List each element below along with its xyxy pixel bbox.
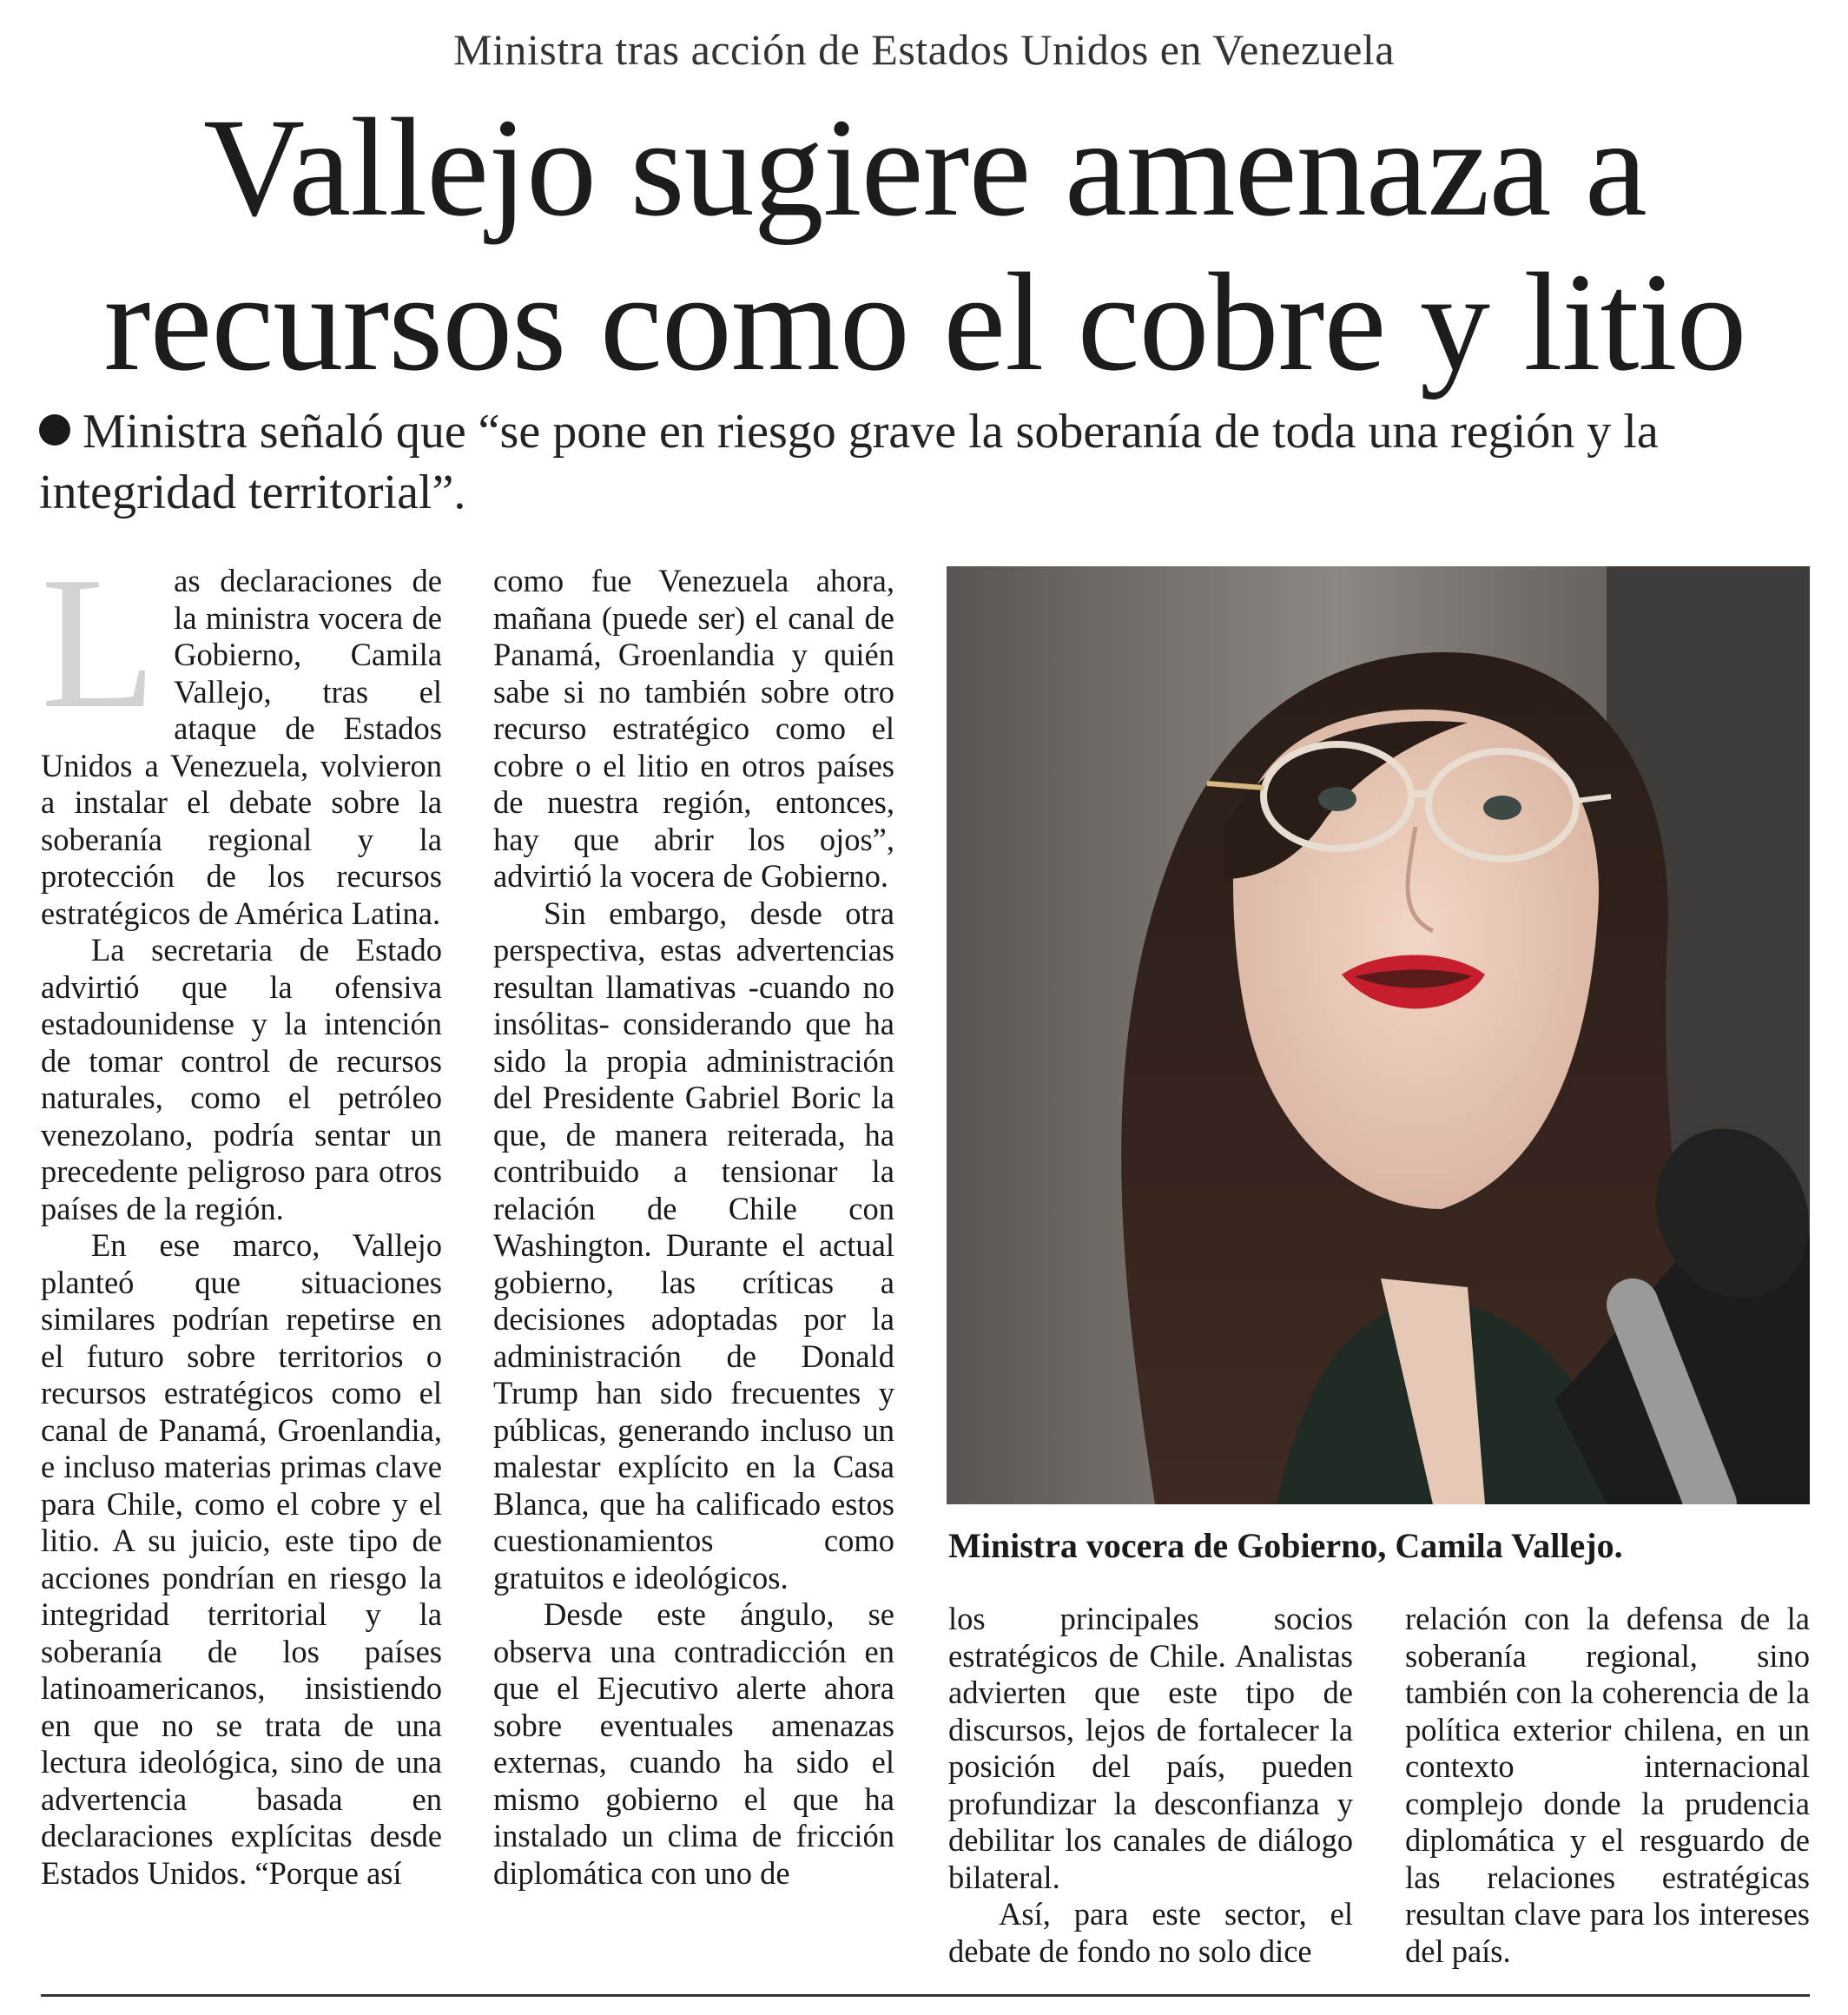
headline-line-2: recursos como el cobre y litio: [103, 245, 1746, 400]
column-1: [41, 538, 442, 1892]
column-3: [948, 1601, 1353, 1970]
column-4: [1405, 1601, 1810, 1970]
paragraph: los principales socios estratégicos de Chile. Analistas advierten que este tipo de discursos, lejos de fortalecer la posición del país, pueden profundizar la desconfianza y debilitar los canales de diálogo bilateral.: [948, 1601, 1353, 1895]
drop-cap: L: [41, 538, 157, 748]
bottom-rule: [41, 1994, 1810, 1997]
paragraph: Desde este ángulo, se observa una contradicción en que el Ejecutivo alerte ahora sobre eventuales amenazas externas, cuando ha sido el mismo gobierno el que ha instalado un clima de fricción diplomática con uno de: [493, 1596, 894, 1891]
paragraph: La secretaria de Estado advirtió que la ofensiva estadounidense y la intención de tomar control de recursos naturales, como el petróleo venezolano, podría sentar un precedente peligroso para otros países de la región.: [41, 932, 442, 1226]
paragraph: Así, para este sector, el debate de fondo no solo dice: [948, 1896, 1353, 1969]
kicker: Ministra tras acción de Estados Unidos en Venezuela: [453, 25, 1395, 74]
paragraph: como fue Venezuela ahora, mañana (puede ser) el canal de Panamá, Groenlandia y quién sabe si no también sobre otro recurso estratégico como el cobre o el litio en otros países de nuestra región, entonces, hay que abrir los ojos”, advirtió la vocera de Gobierno.: [493, 563, 894, 894]
deck-text: Ministra señaló que “se pone en riesgo grave la soberanía de toda una región y la integridad territorial”.: [39, 405, 1659, 519]
paragraph: En ese marco, Vallejo planteó que situaciones similares podrían repetirse en el futuro sobre territorios o recursos estratégicos como el canal de Panamá, Groenlandia, e incluso materias primas clave para Chile, como el cobre y el litio. A su juicio, este tipo de acciones pondrían en riesgo la integridad territorial y la soberanía de los países latinoamericanos, insistiendo en que no se trata de una lectura ideológica, sino de una advertencia basada en declaraciones explícitas desde Estados Unidos. “Porque así: [41, 1227, 442, 1891]
portrait-photo: [947, 566, 1810, 1504]
paragraph: Sin embargo, desde otra perspectiva, estas advertencias resultan llamativas -cuando no insólitas- considerando que ha sido la propia administración del Presidente Gabriel Boric la que, de manera reiterada, ha contribuido a tensionar la relación de Chile con Washington. Durante el actual gobierno, las críticas a decisiones adoptadas por la administración de Donald Trump han sido frecuentes y públicas, generando incluso un malestar explícito en la Casa Blanca, que ha calificado estos cuestionamientos como gratuitos e ideológicos.: [493, 895, 894, 1595]
column-2: [493, 563, 894, 1892]
headline-line-1: Vallejo sugiere amenaza a: [203, 90, 1647, 246]
bullet-icon: [39, 414, 70, 446]
deck: [39, 401, 1811, 523]
photo-caption: Ministra vocera de Gobierno, Camila Vallejo.: [948, 1526, 1623, 1565]
paragraph: relación con la defensa de la soberanía regional, sino también con la coherencia de la política exterior chilena, en un contexto internacional complejo donde la prudencia diplomática y el resguardo de las relaciones estratégicas resultan clave para los intereses del país.: [1405, 1601, 1810, 1969]
paragraph: [41, 538, 442, 932]
paragraph-text: as declaraciones de la ministra vocera de Gobierno, Camila Vallejo, tras el ataque de Estados Unidos a Venezuela, volvieron a instalar el debate sobre la soberanía regional y la protección de los recursos estratégicos de América Latina.: [41, 563, 442, 931]
headline: [35, 91, 1815, 400]
portrait-illustration: [947, 566, 1810, 1504]
